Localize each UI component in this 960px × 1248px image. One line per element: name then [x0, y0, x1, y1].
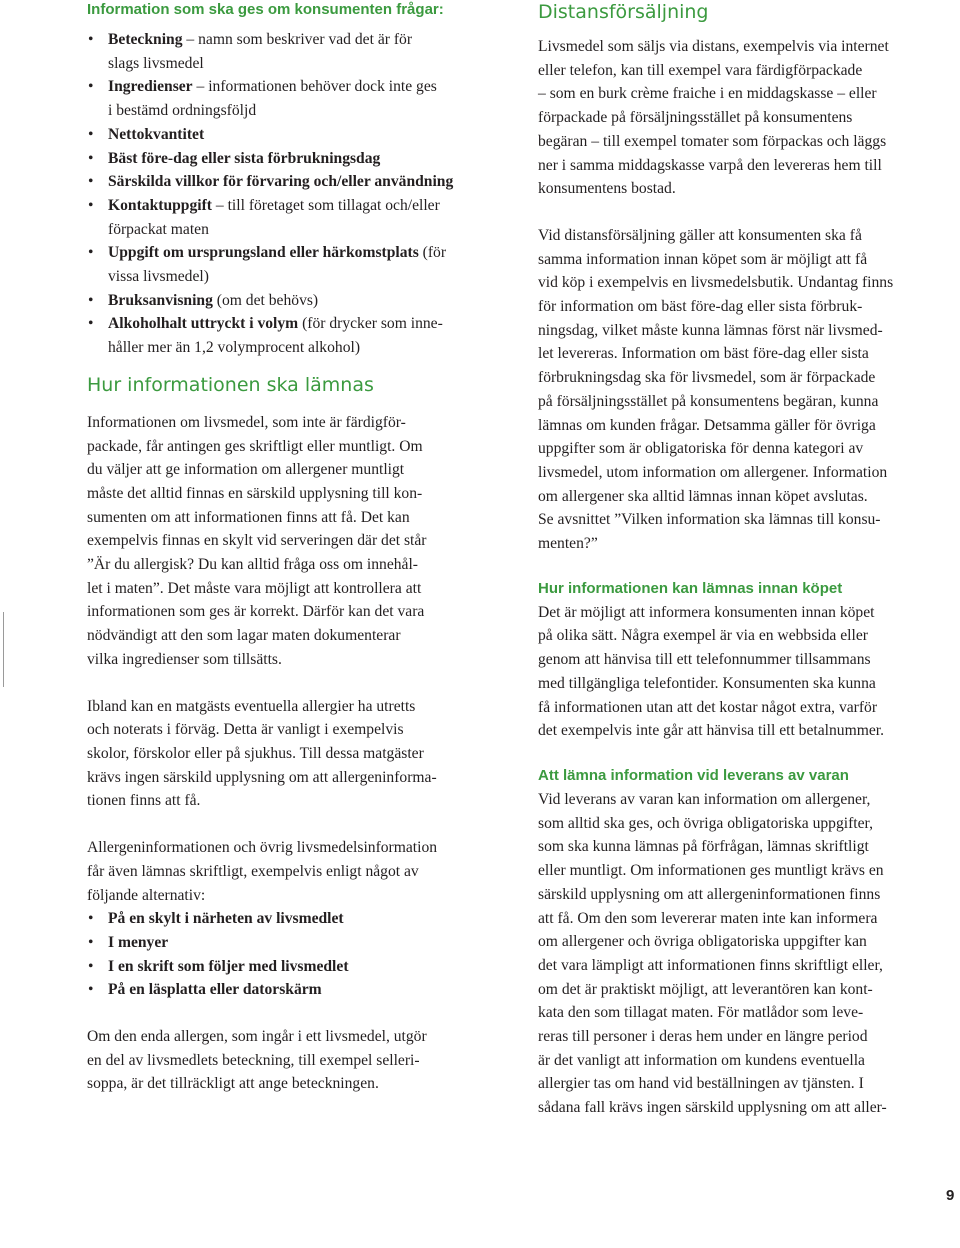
item-term: Särskilda villkor för förvaring och/eller användning — [108, 173, 454, 191]
list-item — [87, 955, 507, 979]
text-line: tionen finns att få. — [87, 792, 201, 810]
list-item — [87, 28, 507, 75]
text-line: packade, får antingen ges skriftligt eller muntligt. Om — [87, 437, 423, 455]
bullet-icon: • — [88, 933, 94, 951]
paragraph-at-delivery — [538, 788, 953, 1120]
text-line: lämnas om kunden frågar. Detsamma gäller för övriga — [538, 416, 876, 434]
text-line: Allergeninformationen och övrig livsmedelsinformation — [87, 839, 438, 857]
item-term: Kontaktuppgift — [108, 196, 212, 214]
text-line: om allergener och övriga obligatoriska uppgifter kan — [538, 933, 867, 951]
text-line: ningsdag, vilket måste kunna lämnas först när livsmed- — [538, 321, 883, 339]
bullet-icon: • — [88, 957, 94, 975]
text-line: ner i samma middagskasse varpå den levereras hem till — [538, 156, 882, 174]
text-line: – som en burk crème fraiche i en middagskasse – eller — [538, 85, 877, 103]
item-description: håller mer än 1,2 volymprocent alkohol) — [108, 339, 361, 357]
text-line: du väljer att ge information om allergener muntligt — [87, 461, 405, 479]
item-description: – namn som beskriver vad det är för — [182, 31, 413, 48]
heading-info-on-request: Information som ska ges om konsumenten frågar: — [87, 1, 444, 18]
bullet-icon: • — [88, 31, 94, 48]
text-line: som ska kunna lämnas på förfrågan, lämnas skriftligt — [538, 838, 869, 856]
text-line: Livsmedel som säljs via distans, exempelvis via internet — [538, 38, 889, 55]
alternative-label: På en läsplatta eller datorskärm — [108, 981, 322, 999]
item-term: Beteckning — [108, 31, 183, 48]
alternative-label: I en skrift som följer med livsmedlet — [108, 957, 349, 975]
text-line: förbrukningsdag ska för livsmedel, som är förpackade — [538, 369, 876, 387]
text-line: för information om bäst före-dag eller sista förbruk- — [538, 298, 863, 316]
item-description: – informationen behöver dock inte ges — [192, 78, 437, 96]
list-item — [87, 75, 507, 122]
item-term: Nettokvantitet — [108, 125, 205, 143]
text-line: begäran – till exempel tomater som förpackas och läggs — [538, 132, 887, 150]
text-line: Om den enda allergen, som ingår i ett livsmedel, utgör — [87, 1028, 427, 1046]
text-line: informationen som ges är korrekt. Därför kan det vara — [87, 603, 425, 621]
bullet-icon: • — [88, 315, 94, 333]
text-line: får även lämnas skriftligt, exempelvis enligt något av — [87, 862, 419, 880]
text-line: kata den som tillagat maten. För matlådor som leve- — [538, 1004, 864, 1022]
item-term: Bruksanvisning — [108, 291, 213, 309]
margin-mark — [3, 612, 4, 687]
text-line: särskild upplysning om att allergeninformationen finns — [538, 885, 881, 903]
item-description: (för drycker som inne- — [298, 315, 443, 333]
text-line: en del av livsmedlets beteckning, till exempel selleri- — [87, 1051, 420, 1069]
heading-distance-selling: Distansförsäljning — [538, 1, 709, 23]
text-line: om det är praktiskt möjligt, att leverantören kan kont- — [538, 980, 873, 998]
list-item — [87, 312, 507, 359]
paragraph-how-to-provide — [87, 411, 507, 672]
text-line: menten?” — [538, 535, 598, 553]
right-column — [538, 0, 953, 1120]
text-line: let levereras. Information om bäst före-dag eller sista — [538, 345, 869, 363]
text-line: let i maten”. Det måste vara möjligt att kontrollera att — [87, 579, 422, 597]
list-item — [87, 931, 507, 955]
text-line: samma information innan köpet som är möjligt att få — [538, 250, 868, 268]
heading-how-to-provide: Hur informationen ska lämnas — [87, 373, 374, 396]
text-line: det vara lämpligt att informationen finns skriftligt eller, — [538, 956, 883, 974]
text-line: livsmedel, utom information om allergener. Information — [538, 463, 888, 481]
item-description: i bestämd ordningsföljd — [108, 102, 257, 120]
bullet-icon: • — [88, 78, 94, 96]
text-line: på försäljningsstället på konsumentens begäran, kunna — [538, 392, 879, 410]
text-line: ”Är du allergisk? Du kan alltid fråga oss om innehål- — [87, 556, 418, 574]
list-item — [87, 241, 507, 288]
item-term: Uppgift om ursprungsland eller härkomstplats — [108, 244, 419, 262]
heading-before-purchase: Hur informationen kan lämnas innan köpet — [538, 579, 843, 597]
text-line: på olika sätt. Några exempel är via en webbsida eller — [538, 627, 868, 645]
text-line: genom att hänvisa till ett telefonnummer tillsammans — [538, 651, 871, 669]
item-description: – till företaget som tillagat och/eller — [212, 196, 440, 214]
text-line: om allergener ska alltid lämnas innan köpet avslutas. — [538, 487, 868, 505]
text-line: vid köp i exempelvis en livsmedelsbutik. Undantag finns — [538, 274, 894, 292]
item-description: (om det behövs) — [212, 291, 319, 309]
text-line: reras till personer i deras hem under en längre period — [538, 1028, 868, 1046]
paragraph-distance-rules — [538, 224, 953, 556]
bullet-icon: • — [88, 125, 94, 143]
text-line: sådana fall krävs ingen särskild upplysning om att aller- — [538, 1099, 887, 1117]
list-item — [87, 907, 507, 931]
item-description: förpackat maten — [108, 220, 209, 238]
text-line: nödvändigt att den som lagar maten dokumenterar — [87, 627, 401, 645]
text-line: Se avsnittet ”Vilken information ska lämnas till konsu- — [538, 511, 881, 529]
text-line: det exempelvis inte går att hänvisa till ett betalnummer. — [538, 722, 884, 740]
text-line: som alltid ska ges, och övriga obligatoriska uppgifter, — [538, 814, 874, 832]
item-description: (för — [418, 244, 447, 262]
bullet-icon: • — [88, 149, 94, 167]
item-description: vissa livsmedel) — [108, 268, 209, 286]
text-line: är det vanligt att information om kundens eventuella — [538, 1051, 865, 1069]
bullet-icon: • — [88, 291, 94, 309]
text-line: Vid leverans av varan kan information om allergener, — [538, 790, 871, 808]
bullet-icon: • — [88, 173, 94, 191]
alternative-label: I menyer — [108, 933, 169, 951]
written-alternatives-list — [87, 907, 507, 1002]
item-term: Ingredienser — [108, 78, 193, 96]
paragraph-written-alternatives — [87, 836, 507, 907]
item-term: Bäst före-dag eller sista förbrukningsdag — [108, 149, 381, 167]
list-item — [87, 978, 507, 1002]
text-line: skolor, förskolor eller på sjukhus. Till dessa matgäster — [87, 744, 424, 762]
text-line: att få. Om den som levererar maten inte kan informera — [538, 909, 878, 927]
paragraph-known-allergies — [87, 695, 507, 814]
list-item — [87, 289, 507, 313]
heading-at-delivery: Att lämna information vid leverans av varan — [538, 766, 849, 784]
text-line: förpackade på försäljningsstället på konsumentens — [538, 109, 853, 127]
list-item — [87, 194, 507, 241]
text-line: måste det alltid finnas en särskild upplysning till kon- — [87, 484, 423, 502]
text-line: sumenten om att informationen finns att få. Det kan — [87, 508, 410, 526]
page-number: 9 — [946, 1187, 955, 1204]
paragraph-single-allergen — [87, 1025, 507, 1096]
left-column — [87, 0, 507, 1096]
alternative-label: På en skylt i närheten av livsmedlet — [108, 910, 344, 928]
text-line: Informationen om livsmedel, som inte är färdigför- — [87, 413, 406, 431]
text-line: eller telefon, kan till exempel vara färdigförpackade — [538, 61, 863, 79]
bullet-icon: • — [88, 910, 94, 928]
bullet-icon: • — [88, 244, 94, 262]
item-description: slags livsmedel — [108, 54, 204, 72]
paragraph-before-purchase — [538, 601, 953, 743]
text-line: allergier tas om hand vid beställningen av tjänsten. I — [538, 1075, 864, 1093]
text-line: med tillgängliga telefontider. Konsumenten ska kunna — [538, 674, 876, 692]
bullet-icon: • — [88, 196, 94, 214]
text-line: eller muntligt. Om informationen ges muntligt krävs en — [538, 862, 884, 880]
list-item — [87, 170, 507, 194]
list-item — [87, 147, 507, 171]
text-line: uppgifter som är obligatoriska för denna kategori av — [538, 440, 864, 458]
paragraph-distance-selling — [538, 35, 953, 201]
item-term: Alkoholhalt uttryckt i volym — [108, 315, 299, 333]
text-line: få informationen utan att det kostar något extra, varför — [538, 698, 878, 716]
list-item — [87, 123, 507, 147]
text-line: exempelvis finnas en skylt vid serveringen där det står — [87, 532, 427, 550]
text-line: följande alternativ: — [87, 886, 206, 904]
bullet-icon: • — [88, 981, 94, 999]
text-line: och noterats i förväg. Detta är vanligt i exempelvis — [87, 721, 404, 739]
text-line: krävs ingen särskild upplysning om att allergeninforma- — [87, 768, 437, 786]
text-line: Vid distansförsäljning gäller att konsumenten ska få — [538, 226, 862, 244]
info-on-request-list — [87, 28, 507, 360]
text-line: Ibland kan en matgästs eventuella allergier ha utretts — [87, 697, 416, 715]
text-line: vilka ingredienser som tillsätts. — [87, 650, 282, 668]
text-line: soppa, är det tillräckligt att ange beteckningen. — [87, 1075, 379, 1093]
text-line: konsumentens bostad. — [538, 180, 676, 198]
text-line: Det är möjligt att informera konsumenten innan köpet — [538, 603, 875, 621]
